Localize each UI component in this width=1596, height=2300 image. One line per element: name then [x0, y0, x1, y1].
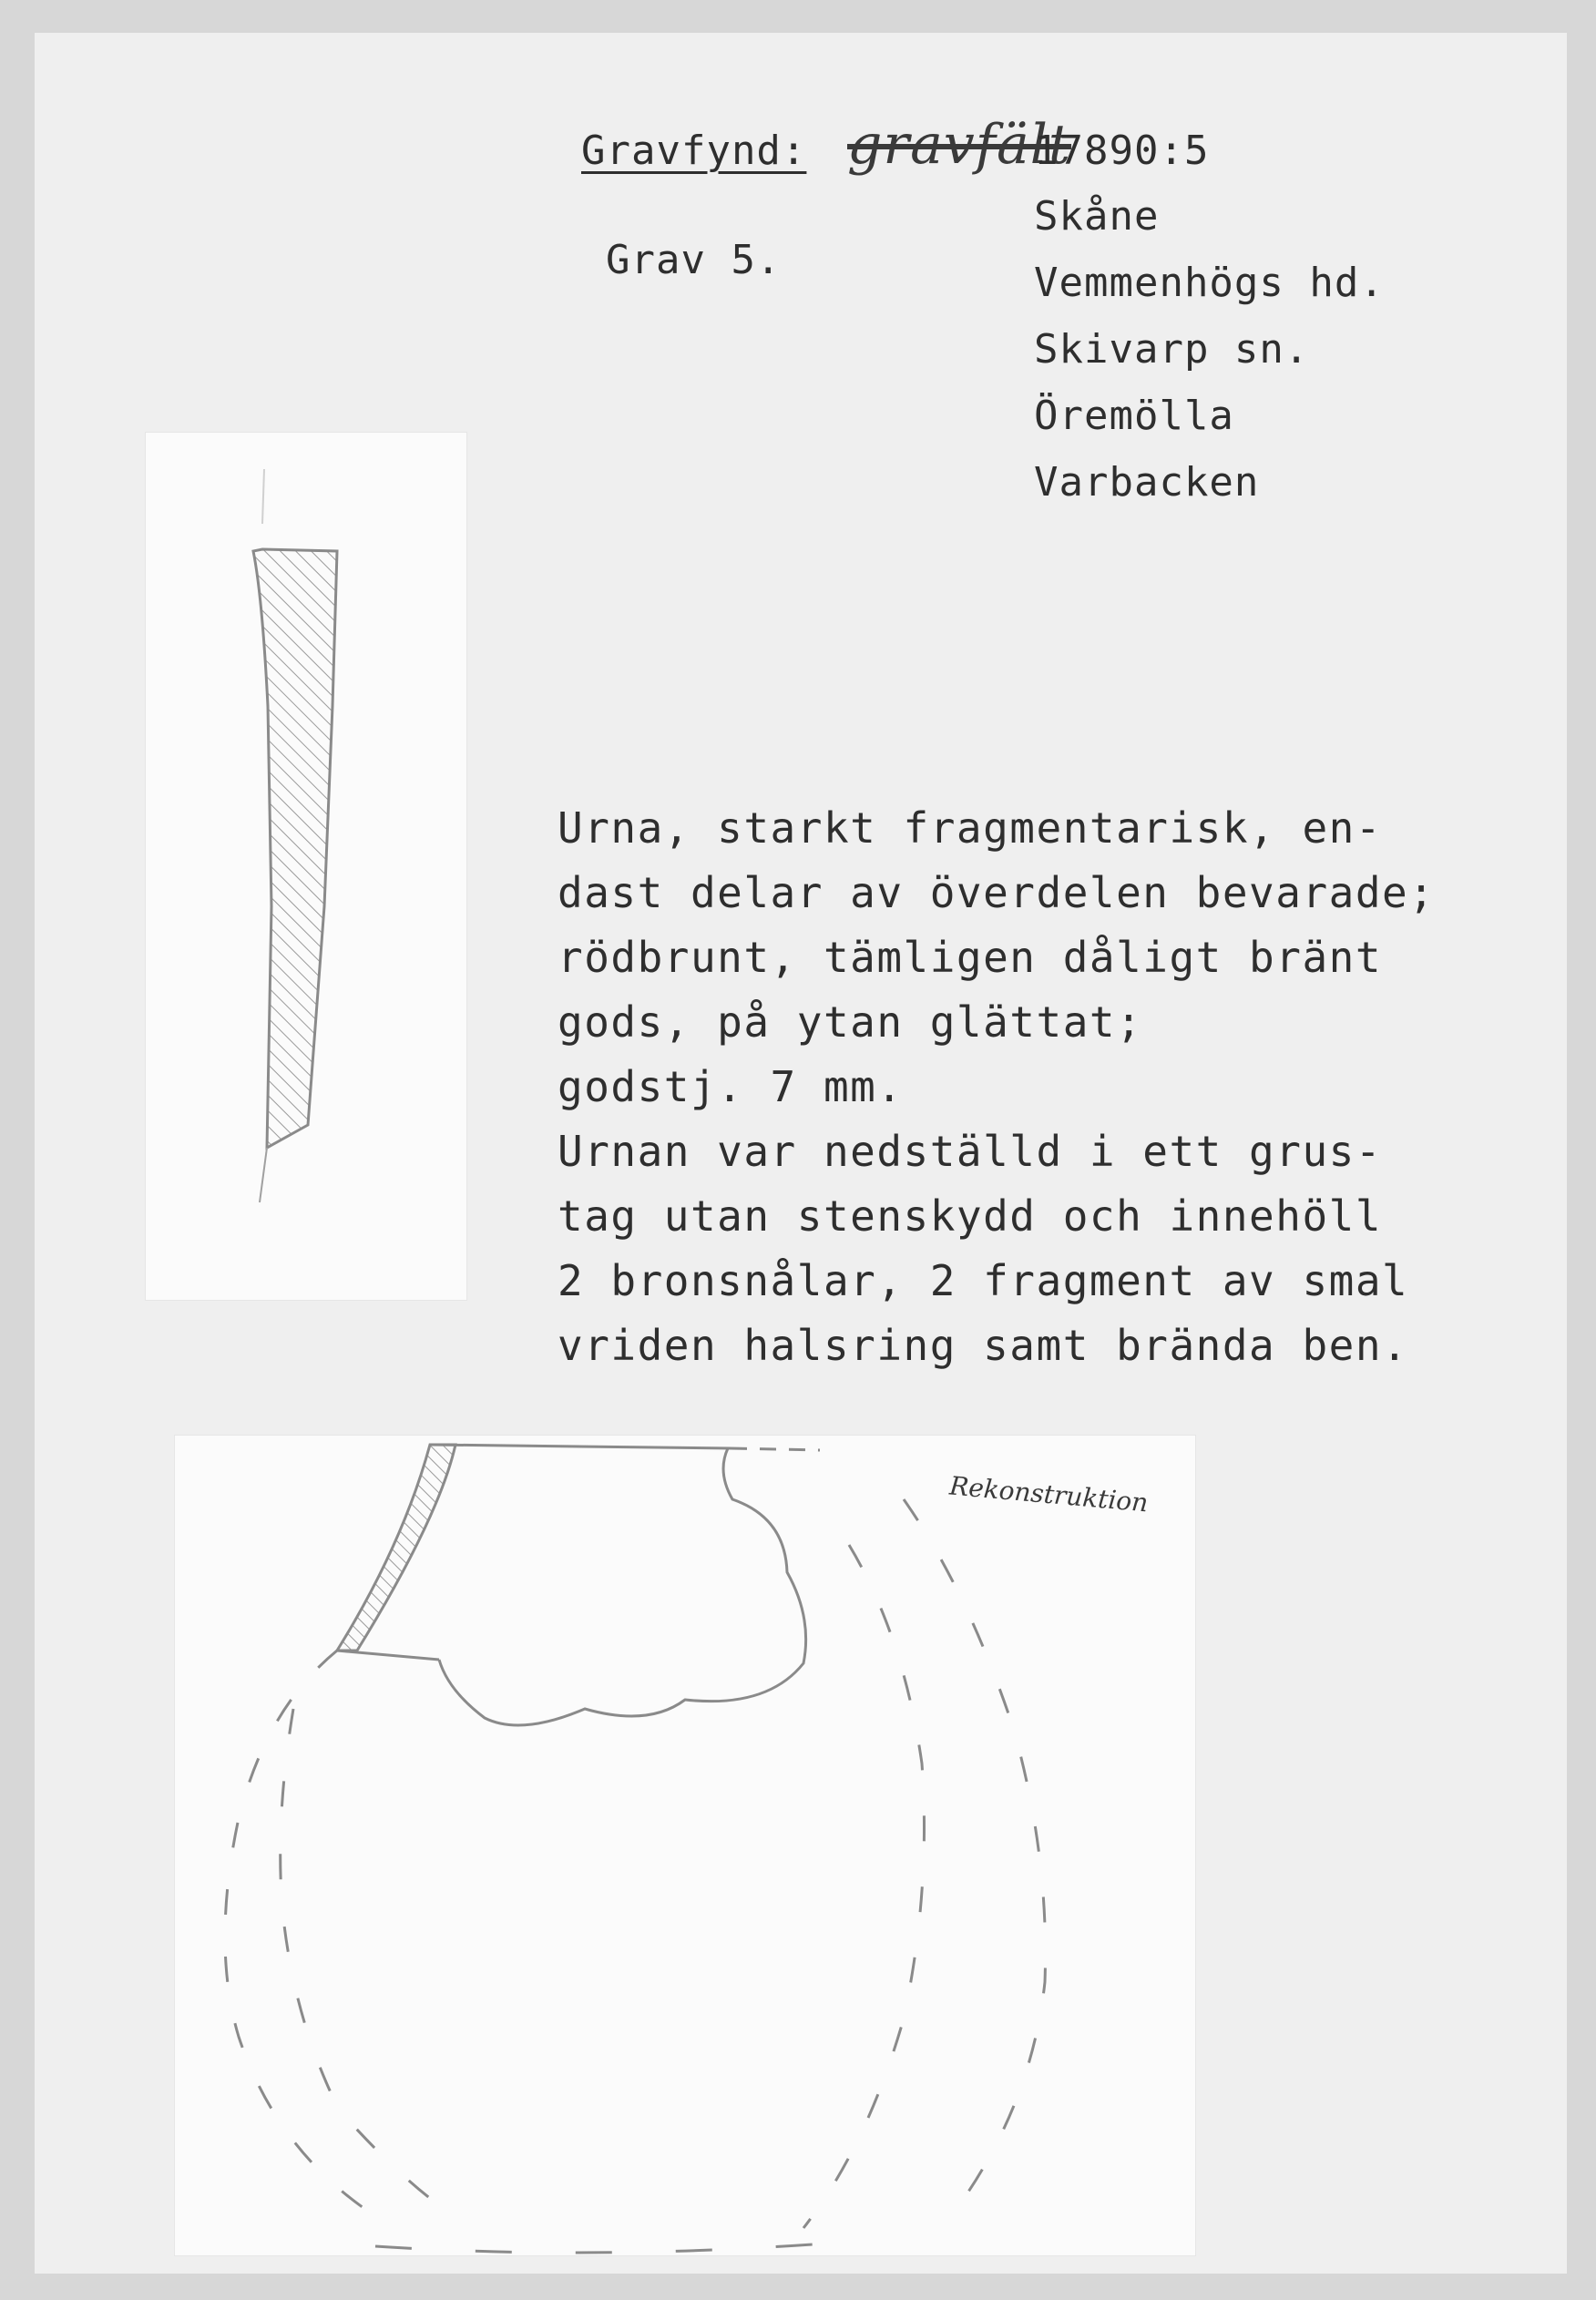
location-line: Skåne: [1034, 193, 1160, 240]
location-line: Skivarp sn.: [1034, 326, 1310, 373]
description-line: rödbrunt, tämligen dåligt bränt: [558, 933, 1383, 982]
description-line: tag utan stenskydd och innehöll: [558, 1191, 1383, 1241]
profile-drawing: [146, 433, 466, 1300]
profile-sketch: [146, 433, 466, 1300]
reconstruction-label: Rekonstruktion: [947, 1470, 1150, 1518]
location-line: Öremölla: [1034, 393, 1234, 439]
location-line: Varbacken: [1034, 459, 1260, 506]
description-line: vriden halsring samt brända ben.: [558, 1321, 1409, 1370]
header-label: Gravfynd:: [581, 128, 807, 174]
description-line: gods, på ytan glättat;: [558, 997, 1143, 1047]
grave-number: Grav 5.: [606, 237, 782, 283]
urn-drawing: [175, 1436, 1195, 2255]
description-line: Urna, starkt fragmentarisk, en-: [558, 803, 1383, 853]
description-line: godstj. 7 mm.: [558, 1062, 904, 1111]
urn-sketch: [175, 1436, 1195, 2255]
catalog-number: 17890:5: [1034, 128, 1210, 174]
description-line: dast delar av överdelen bevarade;: [558, 868, 1436, 917]
description-line: Urnan var nedställd i ett grus-: [558, 1127, 1383, 1176]
handwritten-note: gravfält: [847, 113, 1072, 177]
location-line: Vemmenhögs hd.: [1034, 260, 1385, 306]
description-line: 2 bronsnålar, 2 fragment av smal: [558, 1256, 1409, 1305]
